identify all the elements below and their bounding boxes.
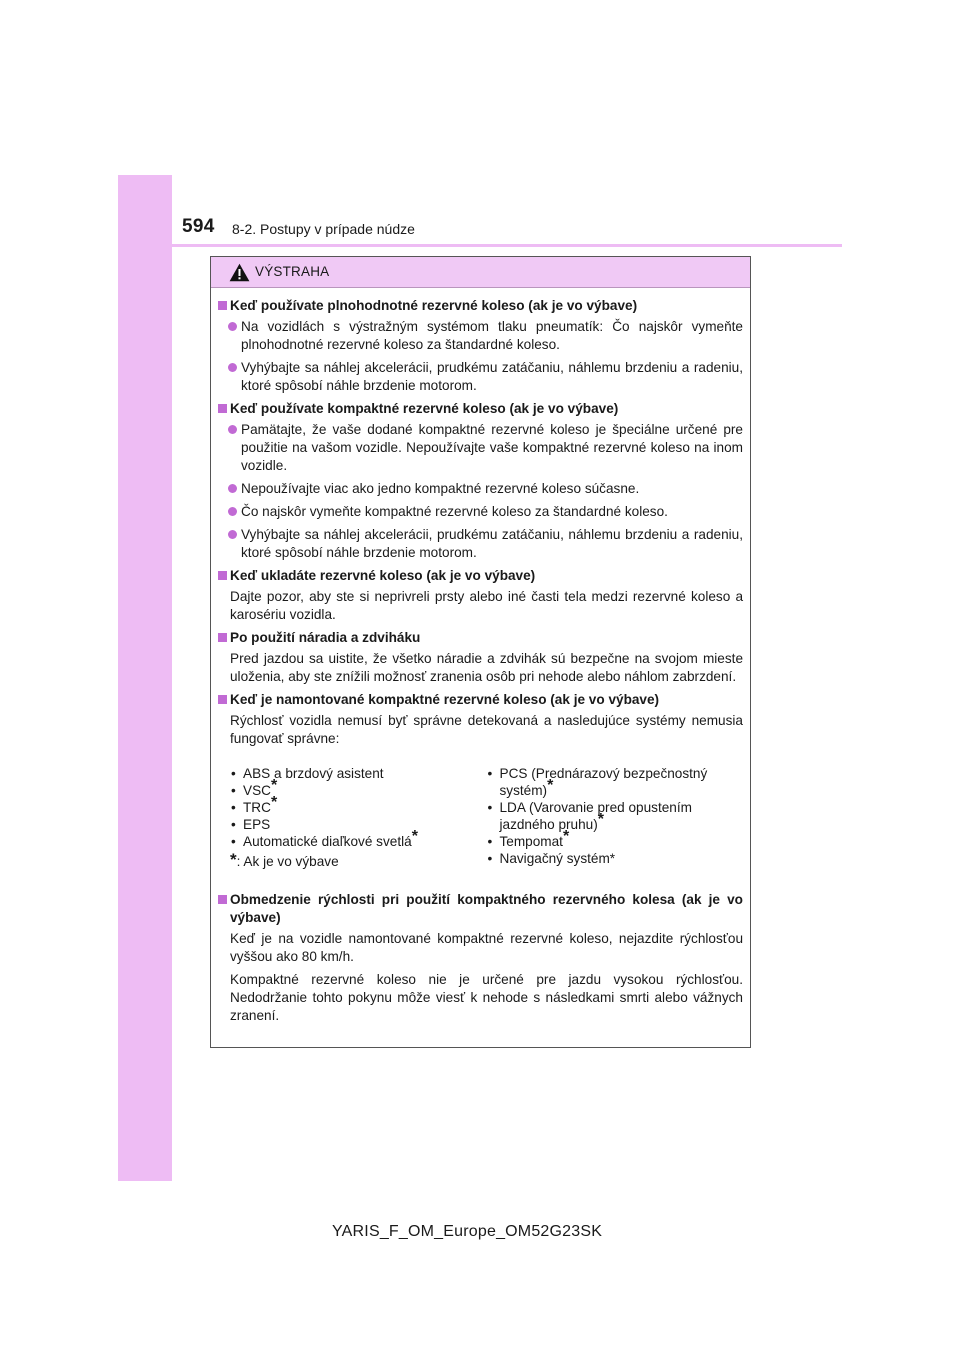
- list-item: • ABS a brzdový asistent: [231, 766, 384, 781]
- asterisk-mark: *: [597, 811, 604, 828]
- document-code: YARIS_F_OM_Europe_OM52G23SK: [332, 1223, 603, 1240]
- heading-compact-spare: Keď používate kompaktné rezervné koleso (ak je vo výbave): [218, 400, 743, 418]
- round-bullet-icon: [228, 507, 237, 516]
- heading-after-tools: Po použití náradia a zdviháku: [218, 629, 743, 647]
- list-item: Čo najskôr vymeňte kompaktné rezervné koleso za štandardné koleso.: [218, 503, 743, 521]
- section-title: 8-2. Postupy v prípade núdze: [232, 221, 415, 237]
- paragraph: Keď je na vozidle namontované kompaktné rezervné koleso, nejazdite rýchlosťou vyššou ako 80 km/h.: [230, 931, 743, 964]
- round-bullet-icon: [228, 322, 237, 331]
- header-rule: [172, 244, 842, 247]
- list-item: • PCS (Prednárazový bezpečnostný systém)*: [487, 766, 708, 798]
- warning-triangle-icon: [229, 263, 250, 282]
- round-bullet-icon: [228, 484, 237, 493]
- list-item: • VSC*: [231, 777, 278, 798]
- paragraph: Pred jazdou sa uistite, že všetko náradie a zdvihák sú bezpečne na svojom mieste uloženia, aby ste znížili možnosť zranenia osôb pri nehode alebo náhlom zabrzdení.: [230, 651, 743, 684]
- square-bullet-icon: [218, 633, 227, 642]
- heading-storing-spare: Keď ukladáte rezervné koleso (ak je vo výbave): [218, 567, 743, 585]
- list-item: • TRC*: [231, 794, 278, 815]
- asterisk-mark: *: [270, 794, 278, 811]
- square-bullet-icon: [218, 571, 227, 580]
- list-item: • Tempomat*: [487, 828, 570, 849]
- warning-title: VÝSTRAHA: [255, 264, 330, 279]
- square-bullet-icon: [218, 404, 227, 413]
- square-bullet-icon: [218, 695, 227, 704]
- footnote: *: Ak je vo výbave: [230, 850, 339, 869]
- asterisk-mark: *: [270, 777, 278, 794]
- asterisk-mark: *: [230, 850, 237, 869]
- list-item: Na vozidlách s výstražným systémom tlaku pneumatík: Čo najskôr vymeňte plnohodnotné rezervné koleso za štandardné koleso.: [218, 318, 743, 354]
- systems-list-right: [487, 765, 744, 871]
- round-bullet-icon: [228, 363, 237, 372]
- warning-box: [210, 256, 751, 1048]
- systems-list-left: [230, 765, 487, 871]
- round-bullet-icon: [228, 425, 237, 434]
- warning-content: [218, 297, 743, 1030]
- asterisk-mark: *: [411, 828, 418, 845]
- paragraph: Kompaktné rezervné koleso nie je určené pre jazdu vysokou rýchlosťou. Nedodržanie tohto pokynu môže viesť k nehode s následkami smrti alebo vážnych zranení.: [230, 972, 743, 1023]
- list-item: • LDA (Varovanie pred opustením jazdného pruhu)*: [487, 800, 692, 832]
- list-item: Vyhýbajte sa náhlej akcelerácii, prudkému zatáčaniu, náhlemu brzdeniu a radeniu, ktoré spôsobí náhle brzdenie motorom.: [218, 526, 743, 562]
- list-item: • Navigačný systém*: [487, 851, 616, 866]
- page-number: 594: [182, 216, 215, 237]
- chapter-sidebar-tab: [118, 175, 172, 1181]
- warning-header: [211, 257, 750, 288]
- round-bullet-icon: [228, 530, 237, 539]
- list-item: Pamätajte, že vaše dodané kompaktné rezervné koleso je špeciálne určené pre použitie na vašom vozidle. Nepoužívajte vaše kompaktné rezervné koleso na inom vozidle.: [218, 421, 743, 475]
- square-bullet-icon: [218, 895, 227, 904]
- paragraph: Rýchlosť vozidla nemusí byť správne detekovaná a nasledujúce systémy nemusia fungovať správne:: [230, 713, 743, 746]
- heading-compact-installed: Keď je namontované kompaktné rezervné koleso (ak je vo výbave): [218, 691, 743, 709]
- square-bullet-icon: [218, 301, 227, 310]
- heading-speed-limit: Obmedzenie rýchlosti pri použití kompaktného rezervného kolesa (ak je vo výbave): [218, 891, 743, 927]
- list-item: Nepoužívajte viac ako jedno kompaktné rezervné koleso súčasne.: [218, 480, 743, 498]
- list-item: • Automatické diaľkové svetlá*: [231, 828, 418, 849]
- paragraph: Dajte pozor, aby ste si neprivreli prsty alebo iné časti tela medzi rezervné koleso a karosériu vozidla.: [230, 589, 743, 622]
- list-item: Vyhýbajte sa náhlej akcelerácii, prudkému zatáčaniu, náhlemu brzdeniu a radeniu, ktoré spôsobí náhle brzdenie motorom.: [218, 359, 743, 395]
- asterisk-mark: *: [547, 777, 554, 794]
- asterisk-mark: *: [562, 828, 570, 845]
- heading-full-size-spare: Keď používate plnohodnotné rezervné koleso (ak je vo výbave): [218, 297, 743, 315]
- systems-list: [218, 765, 743, 871]
- list-item: • EPS: [231, 817, 271, 832]
